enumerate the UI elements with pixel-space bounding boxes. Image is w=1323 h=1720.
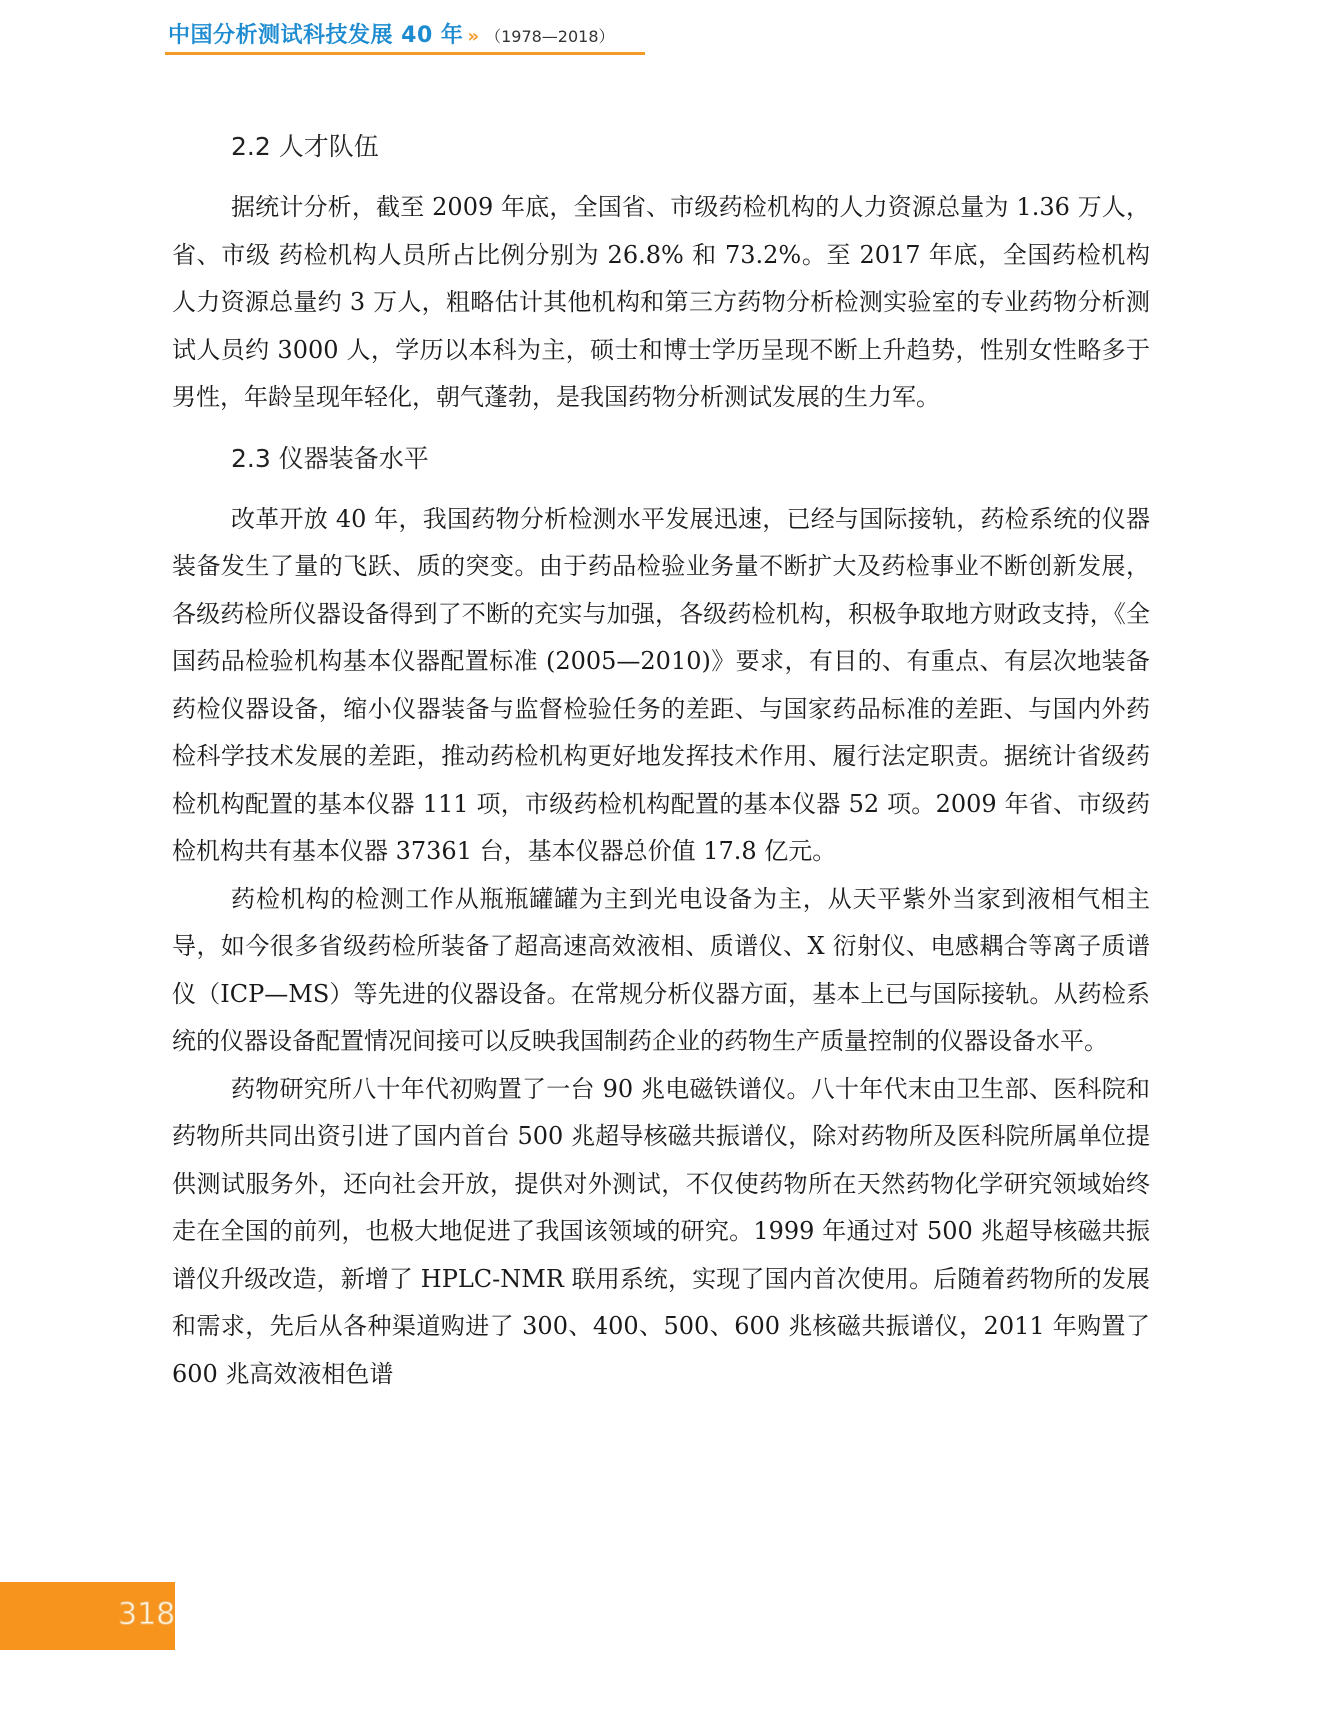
page-body xyxy=(172,118,1150,1398)
paragraph: 药物研究所八十年代初购置了一台 90 兆电磁铁谱仪。八十年代末由卫生部、医科院和药物所共同出资引进了国内首台 500 兆超导核磁共振谱仪，除对药物所及医科院所属单位提供测试服务外，还向社会开放，提供对外测试，不仅使药物所在天然药物化学研究领域始终走在全国的前列，也极大地促进了我国该领域的研究。1999 年通过对 500 兆超导核磁共振谱仪升级改造，新增了 HPLC-NMR 联用系统，实现了国内首次使用。后随着药物所的发展和需求，先后从各种渠道购进了 300、400、500、600 兆核磁共振谱仪，2011 年购置了 600 兆高效液相色谱 xyxy=(172,1074,1150,1388)
header-rule xyxy=(165,52,645,55)
section-heading-instruments: 2.3 仪器装备水平 xyxy=(231,443,429,473)
page-number: 318 xyxy=(118,1597,176,1632)
section-heading-talent: 2.2 人才队伍 xyxy=(231,132,379,161)
book-title: 中国分析测试科技发展 40 年 xyxy=(168,23,464,48)
paragraph: 药检机构的检测工作从瓶瓶罐罐为主到光电设备为主，从天平紫外当家到液相气相主导，如今很多省级药检所装备了超高速高效液相、质谱仪、X 衍射仪、电感耦合等离子质谱仪（ICP—MS）等先进的仪器设备。在常规分析仪器方面，基本上已与国际接轨。从药检系统的仪器设备配置情况间接可以反映我国制药企业的药物生产质量控制的仪器设备水平。 xyxy=(172,884,1150,1055)
paragraph: 改革开放 40 年，我国药物分析检测水平发展迅速，已经与国际接轨，药检系统的仪器装备发生了量的飞跃、质的突变。由于药品检验业务量不断扩大及药检事业不断创新发展，各级药检所仪器设备得到了不断的充实与加强，各级药检机构，积极争取地方财政支持，《全国药品检验机构基本仪器配置标准 (2005—2010)》要求，有目的、有重点、有层次地装备药检仪器设备，缩小仪器装备与监督检验任务的差距、与国家药品标准的差距、与国内外药检科学技术发展的差距，推动药检机构更好地发挥技术作用、履行法定职责。据统计省级药检机构配置的基本仪器 111 项，市级药检机构配置的基本仪器 52 项。2009 年省、市级药检机构共有基本仪器 37361 台，基本仪器总价值 17.8 亿元。 xyxy=(172,504,1150,865)
year-range: （1978—2018） xyxy=(485,27,615,46)
double-chevron-icon: » xyxy=(467,26,480,47)
paragraph: 据统计分析，截至 2009 年底，全国省、市级药检机构的人力资源总量为 1.36 万人，省、市级 药检机构人员所占比例分别为 26.8% 和 73.2%。至 2017 年底，全国药检机构人力资源总量约 3 万人，粗略估计其他机构和第三方药物分析检测实验室的专业药物分析测试人员约 3000 人，学历以本科为主，硕士和博士学历呈现不断上升趋势，性别女性略多于男性，年龄呈现年轻化，朝气蓬勃，是我国药物分析测试发展的生力军。 xyxy=(172,193,1150,411)
